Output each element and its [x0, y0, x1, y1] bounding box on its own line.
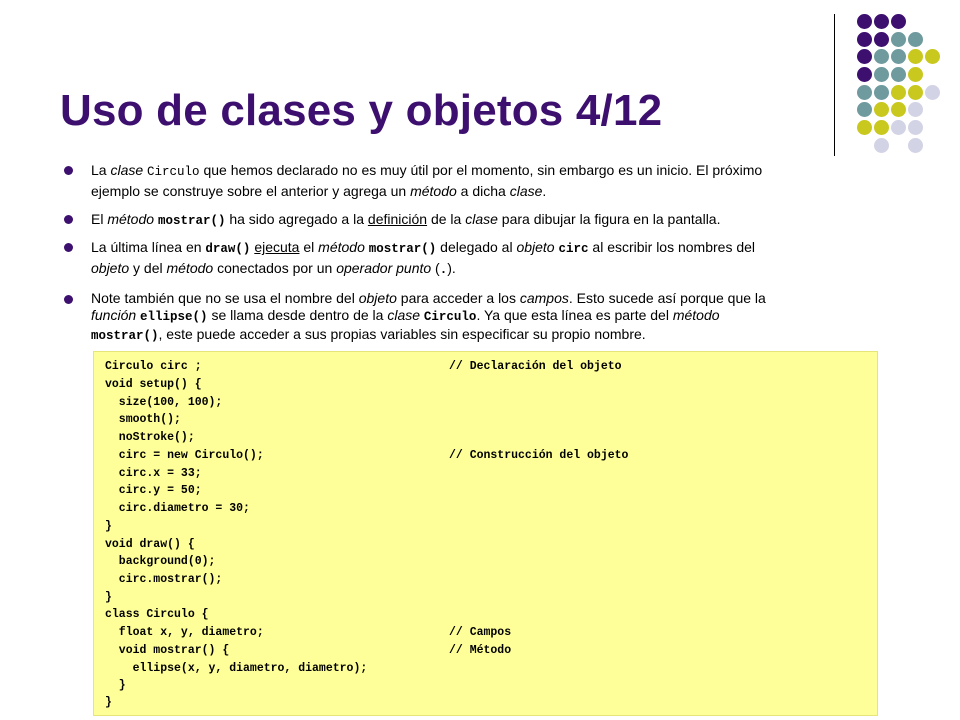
dot — [891, 102, 906, 117]
text-run: La — [91, 162, 111, 178]
code-comment: // Declaración del objeto — [449, 360, 622, 373]
text-run: . Esto sucede así porque que la — [568, 290, 766, 306]
code-line: circ.x = 33; — [105, 467, 202, 480]
text-run: clase — [110, 162, 144, 178]
dot — [925, 85, 940, 100]
text-run: se llama desde dentro de la — [207, 307, 388, 323]
dot — [874, 85, 889, 100]
slide-title: Uso de clases y objetos 4/12 — [60, 86, 663, 135]
inline-code: mostrar() — [91, 329, 159, 343]
text-run: . Ya que esta línea es parte del — [476, 307, 673, 323]
dot — [874, 14, 889, 29]
text-run: al escribir los nombres del — [588, 239, 756, 255]
text-run: método — [318, 239, 365, 255]
dot — [891, 120, 906, 135]
code-line: circ.y = 50; — [105, 484, 202, 497]
dot — [891, 14, 906, 29]
dot — [891, 85, 906, 100]
dot — [857, 14, 872, 29]
inline-code: ellipse() — [140, 310, 208, 324]
dot — [874, 102, 889, 117]
dot — [857, 32, 872, 47]
text-run: método — [166, 260, 214, 276]
text-run: . — [542, 183, 547, 199]
code-block — [93, 351, 878, 716]
text-run: de la — [427, 211, 466, 227]
text-run: La última línea en — [91, 239, 206, 255]
code-line: Circulo circ ; — [105, 360, 202, 373]
text-run: ). — [447, 260, 456, 276]
dot — [874, 32, 889, 47]
text-run: función — [91, 307, 137, 323]
code-line: } — [105, 696, 112, 709]
dot — [908, 102, 923, 117]
dot — [857, 67, 872, 82]
text-run: conectados por un — [213, 260, 337, 276]
dot — [874, 138, 889, 153]
inline-code: mostrar() — [157, 214, 226, 228]
text-run: Note también que no se usa el nombre del — [91, 290, 359, 306]
code-comment: // Campos — [449, 626, 512, 639]
bullet-disc-icon — [64, 215, 73, 224]
text-run: delegado al — [436, 239, 517, 255]
code-line: noStroke(); — [105, 431, 195, 444]
code-line: void mostrar() { — [105, 644, 230, 657]
dot — [874, 67, 889, 82]
text-run: El — [91, 211, 108, 227]
code-line: circ.mostrar(); — [105, 573, 223, 586]
code-line: circ.diametro = 30; — [105, 502, 250, 515]
code-line: float x, y, diametro; — [105, 626, 264, 639]
text-run: ejemplo se construye sobre el anterior y agrega un — [91, 183, 411, 199]
code-line: size(100, 100); — [105, 396, 223, 409]
bullet-disc-icon — [64, 243, 73, 252]
code-line: class Circulo { — [105, 608, 209, 621]
bullet-text — [91, 210, 876, 231]
dot — [874, 120, 889, 135]
dot — [857, 120, 872, 135]
inline-code: draw() — [205, 242, 251, 256]
dot — [891, 49, 906, 64]
text-run: objeto — [516, 239, 555, 255]
text-run: , este puede acceder a sus propias variables sin especificar su propio nombre. — [158, 326, 646, 342]
text-run: clase — [465, 211, 498, 227]
text-run: objeto — [358, 290, 397, 306]
text-run: definición — [367, 211, 428, 227]
code-line: smooth(); — [105, 413, 181, 426]
text-run: a dicha — [456, 183, 510, 199]
code-line: void draw() { — [105, 538, 195, 551]
inline-code: Circulo — [147, 165, 200, 179]
bullet-text — [91, 290, 876, 345]
text-run: y del — [129, 260, 167, 276]
inline-code: mostrar() — [368, 242, 437, 256]
text-run: objeto — [91, 260, 130, 276]
dot — [908, 85, 923, 100]
text-run: para dibujar la figura en la pantalla. — [497, 211, 721, 227]
bullet-text — [91, 161, 876, 201]
dot — [908, 49, 923, 64]
code-line: } — [105, 591, 112, 604]
dot — [857, 85, 872, 100]
text-run: ha sido agregado a la — [225, 211, 368, 227]
text-run: clase — [509, 183, 543, 199]
bullet-text — [91, 238, 876, 280]
inline-code: . — [439, 263, 448, 277]
divider-line — [834, 14, 835, 156]
dot — [908, 120, 923, 135]
dot — [874, 49, 889, 64]
code-line: circ = new Circulo(); — [105, 449, 264, 462]
code-comment: // Construcción del objeto — [449, 449, 629, 462]
dot — [908, 67, 923, 82]
text-run: el — [299, 239, 319, 255]
dot — [908, 32, 923, 47]
inline-code: Circulo — [423, 310, 477, 324]
dot — [891, 32, 906, 47]
text-run: ejecuta — [254, 239, 300, 255]
text-run: método — [107, 211, 155, 227]
code-line: void setup() { — [105, 378, 202, 391]
code-line: ellipse(x, y, diametro, diametro); — [105, 662, 368, 675]
text-run: método — [672, 307, 720, 323]
text-run: que hemos declarado no es muy útil por el momento, sin embargo es un inicio. El próximo — [199, 162, 763, 178]
text-run: operador punto — [336, 260, 432, 276]
dot — [857, 102, 872, 117]
code-comment: // Método — [449, 644, 512, 657]
text-run: campos — [519, 290, 569, 306]
text-run: método — [410, 183, 457, 199]
text-run: para acceder a los — [396, 290, 520, 306]
text-run: clase — [387, 307, 421, 323]
bullet-disc-icon — [64, 295, 73, 304]
code-line: } — [105, 679, 126, 692]
text-run: ( — [431, 260, 440, 276]
bullet-disc-icon — [64, 166, 73, 175]
inline-code: circ — [558, 242, 589, 256]
dot — [925, 49, 940, 64]
code-line: } — [105, 520, 112, 533]
dot — [857, 49, 872, 64]
code-line: background(0); — [105, 555, 216, 568]
dot — [891, 67, 906, 82]
dot — [908, 138, 923, 153]
